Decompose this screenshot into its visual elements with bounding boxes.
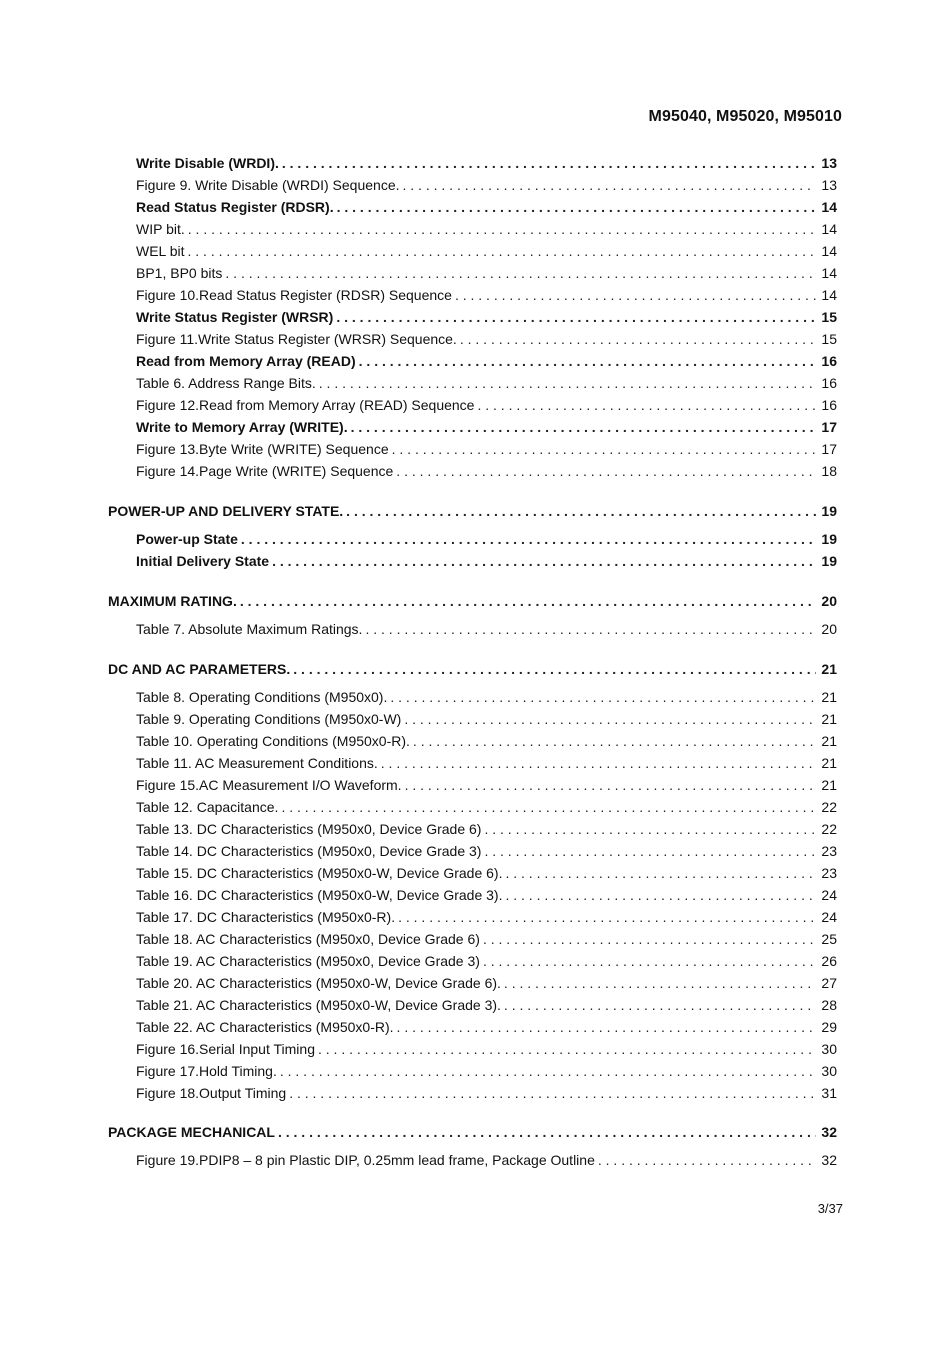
toc-entry-label: Write Disable (WRDI). [136,155,279,171]
toc-chapter-package-mechanical[interactable] [108,1121,837,1143]
toc-entry-page: 31 [821,1085,837,1101]
dot-leader [504,975,816,991]
toc-entry-page: 16 [821,375,837,391]
dot-leader [396,463,816,479]
toc-entry-label: Figure 19.PDIP8 – 8 pin Plastic DIP, 0.25mm lead frame, Package Outline [136,1152,595,1168]
toc-entry-page: 15 [821,309,837,325]
toc-entry-label: Figure 11.Write Status Register (WRSR) Sequence. [136,331,457,347]
toc-item-figure-19[interactable] [136,1149,837,1171]
page-number: 3/37 [817,1201,843,1216]
toc-section-write-disable[interactable] [136,152,837,174]
toc-item-table-16[interactable] [136,884,837,906]
toc-entry-page: 32 [821,1124,837,1140]
toc-entry-label: WEL bit [136,243,185,259]
toc-entry-page: 21 [821,689,837,705]
toc-item-table-6[interactable] [136,372,837,394]
toc-entry-page: 32 [821,1152,837,1168]
toc-item-figure-16[interactable] [136,1038,837,1060]
toc-entry-label: Figure 16.Serial Input Timing [136,1041,315,1057]
toc-entry-label: Table 14. DC Characteristics (M950x0, Device Grade 3) [136,843,482,859]
toc-item-figure-17[interactable] [136,1060,837,1082]
toc-section-write-memory-array[interactable] [136,416,837,438]
toc-entry-label: Table 9. Operating Conditions (M950x0-W) [136,711,402,727]
toc-item-wip-bit[interactable] [136,218,837,240]
toc-entry-page: 21 [821,755,837,771]
toc-entry-page: 17 [821,441,837,457]
toc-entry-page: 15 [821,331,837,347]
toc-item-table-15[interactable] [136,862,837,884]
dot-leader [293,661,816,677]
toc-entry-page: 16 [821,397,837,413]
dot-leader [484,821,816,837]
dot-leader [381,755,816,771]
toc-entry-label: Table 15. DC Characteristics (M950x0-W, Device Grade 6). [136,865,503,881]
toc-entry-page: 21 [821,777,837,793]
toc-entry-label: BP1, BP0 bits [136,265,223,281]
toc-entry-label: Figure 13.Byte Write (WRITE) Sequence [136,441,389,457]
toc-entry-label: Table 16. DC Characteristics (M950x0-W, Device Grade 3). [136,887,503,903]
toc-entry-page: 14 [821,243,837,259]
toc-item-table-17[interactable] [136,906,837,928]
toc-chapter-power-up[interactable] [108,500,837,522]
toc-entry-page: 24 [821,887,837,903]
dot-leader [318,1041,816,1057]
dot-leader [413,733,816,749]
toc-section-initial-delivery-state[interactable] [136,550,837,572]
toc-entry-page: 14 [821,221,837,237]
dot-leader [505,887,816,903]
toc-entry-label: Figure 12.Read from Memory Array (READ) Sequence [136,397,475,413]
toc-item-wel-bit[interactable] [136,240,837,262]
dot-leader [483,953,816,969]
toc-entry-page: 22 [821,799,837,815]
toc-item-figure-14[interactable] [136,460,837,482]
toc-entry-page: 30 [821,1041,837,1057]
toc-entry-page: 13 [821,177,837,193]
dot-leader [477,397,816,413]
toc-item-figure-9[interactable] [136,174,837,196]
toc-entry-page: 27 [821,975,837,991]
dot-leader [282,155,816,171]
toc-entry-label: Table 21. AC Characteristics (M950x0-W, Device Grade 3). [136,997,501,1013]
toc-entry-label: Table 11. AC Measurement Conditions. [136,755,378,771]
toc-entry-page: 19 [821,503,837,519]
dot-leader [460,331,816,347]
toc-entry-page: 20 [821,593,837,609]
toc-entry-label: Read Status Register (RDSR). [136,199,334,215]
toc-entry-page: 22 [821,821,837,837]
dot-leader [281,799,816,815]
toc-entry-label: Table 8. Operating Conditions (M950x0). [136,689,388,705]
toc-entry-label: Power-up State [136,531,238,547]
dot-leader [241,531,816,547]
toc-entry-label: POWER-UP AND DELIVERY STATE. [108,503,344,519]
toc-entry-label: Figure 10.Read Status Register (RDSR) Sequence [136,287,452,303]
toc-item-table-8[interactable] [136,686,837,708]
toc-entry-label: Table 22. AC Characteristics (M950x0-R). [136,1019,394,1035]
dot-leader [455,287,816,303]
toc-item-figure-12[interactable] [136,394,837,416]
toc-chapter-maximum-rating[interactable] [108,590,837,612]
toc-entry-label: Figure 18.Output Timing [136,1085,287,1101]
toc-entry-page: 14 [821,265,837,281]
toc-item-bp-bits[interactable] [136,262,837,284]
toc-chapter-dc-ac-parameters[interactable] [108,658,837,680]
dot-leader [351,419,816,435]
dot-leader [598,1152,816,1168]
dot-leader [337,199,816,215]
toc-entry-label: Table 6. Address Range Bits. [136,375,316,391]
dot-leader [280,1063,816,1079]
toc-entry-label: WIP bit. [136,221,185,237]
dot-leader [365,621,816,637]
toc-entry-page: 30 [821,1063,837,1079]
toc-section-read-status-register[interactable] [136,196,837,218]
toc-entry-label: Table 12. Capacitance. [136,799,279,815]
dot-leader [319,375,816,391]
toc-entry-label: Initial Delivery State [136,553,270,569]
dot-leader [272,553,816,569]
toc-item-figure-10[interactable] [136,284,837,306]
toc-section-power-up-state[interactable] [136,528,837,550]
toc-entry-page: 28 [821,997,837,1013]
dot-leader [404,711,816,727]
toc-entry-page: 17 [821,419,837,435]
toc-entry-label: MAXIMUM RATING. [108,593,237,609]
toc-entry-page: 23 [821,865,837,881]
dot-leader [483,931,816,947]
toc-entry-page: 24 [821,909,837,925]
toc-entry-page: 19 [821,553,837,569]
toc-item-table-14[interactable] [136,840,837,862]
toc-entry-label: Figure 14.Page Write (WRITE) Sequence [136,463,394,479]
toc-entry-label: Figure 15.AC Measurement I/O Waveform. [136,777,402,793]
toc-entry-page: 14 [821,287,837,303]
dot-leader [390,689,816,705]
dot-leader [403,177,817,193]
toc-entry-label: Table 18. AC Characteristics (M950x0, Device Grade 6) [136,931,480,947]
dot-leader [484,843,816,859]
toc-item-table-19[interactable] [136,950,837,972]
dot-leader [405,777,816,793]
toc-section-write-status-register[interactable] [136,306,837,328]
dot-leader [392,441,816,457]
toc-entry-label: PACKAGE MECHANICAL [108,1124,275,1140]
toc-entry-page: 21 [821,711,837,727]
toc-item-table-21[interactable] [136,994,837,1016]
toc-item-figure-13[interactable] [136,438,837,460]
toc-entry-page: 18 [821,463,837,479]
toc-entry-label: Write to Memory Array (WRITE). [136,419,348,435]
toc-entry-label: Table 13. DC Characteristics (M950x0, Device Grade 6) [136,821,482,837]
toc-entry-label: Table 10. Operating Conditions (M950x0-R). [136,733,410,749]
dot-leader [225,265,816,281]
toc-item-figure-15[interactable] [136,774,837,796]
dot-leader [336,309,816,325]
toc-item-table-7[interactable] [136,618,837,640]
dot-leader [240,593,816,609]
toc-entry-label: Table 19. AC Characteristics (M950x0, Device Grade 3) [136,953,480,969]
toc-entry-label: Table 20. AC Characteristics (M950x0-W, Device Grade 6). [136,975,501,991]
toc-entry-page: 21 [821,661,837,677]
dot-leader [397,1019,816,1035]
toc-entry-page: 19 [821,531,837,547]
dot-leader [289,1085,816,1101]
toc-item-table-13[interactable] [136,818,837,840]
page-header-title: M95040, M95020, M95010 [648,108,842,125]
dot-leader [504,997,816,1013]
dot-leader [346,503,816,519]
toc-item-table-22[interactable] [136,1016,837,1038]
toc-item-table-20[interactable] [136,972,837,994]
toc-entry-label: DC AND AC PARAMETERS. [108,661,291,677]
dot-leader [505,865,816,881]
toc-entry-page: 14 [821,199,837,215]
dot-leader [188,221,816,237]
dot-leader [359,353,816,369]
toc-item-table-18[interactable] [136,928,837,950]
toc-entry-page: 25 [821,931,837,947]
toc-item-figure-11[interactable] [136,328,837,350]
dot-leader [188,243,817,259]
toc-entry-page: 16 [821,353,837,369]
toc-entry-label: Table 7. Absolute Maximum Ratings. [136,621,363,637]
toc-item-table-12[interactable] [136,796,837,818]
dot-leader [278,1124,816,1140]
toc-entry-page: 20 [821,621,837,637]
toc-item-table-9[interactable] [136,708,837,730]
toc-entry-label: Read from Memory Array (READ) [136,353,356,369]
toc-entry-label: Figure 9. Write Disable (WRDI) Sequence. [136,177,400,193]
toc-item-table-11[interactable] [136,752,837,774]
toc-item-figure-18[interactable] [136,1082,837,1104]
toc-entry-label: Figure 17.Hold Timing. [136,1063,277,1079]
toc-section-read-memory-array[interactable] [136,350,837,372]
toc-entry-page: 21 [821,733,837,749]
dot-leader [398,909,816,925]
toc-entry-page: 23 [821,843,837,859]
toc-entry-page: 29 [821,1019,837,1035]
toc-entry-page: 26 [821,953,837,969]
toc-entry-page: 13 [821,155,837,171]
toc-entry-label: Write Status Register (WRSR) [136,309,334,325]
toc-entry-label: Table 17. DC Characteristics (M950x0-R). [136,909,396,925]
toc-item-table-10[interactable] [136,730,837,752]
